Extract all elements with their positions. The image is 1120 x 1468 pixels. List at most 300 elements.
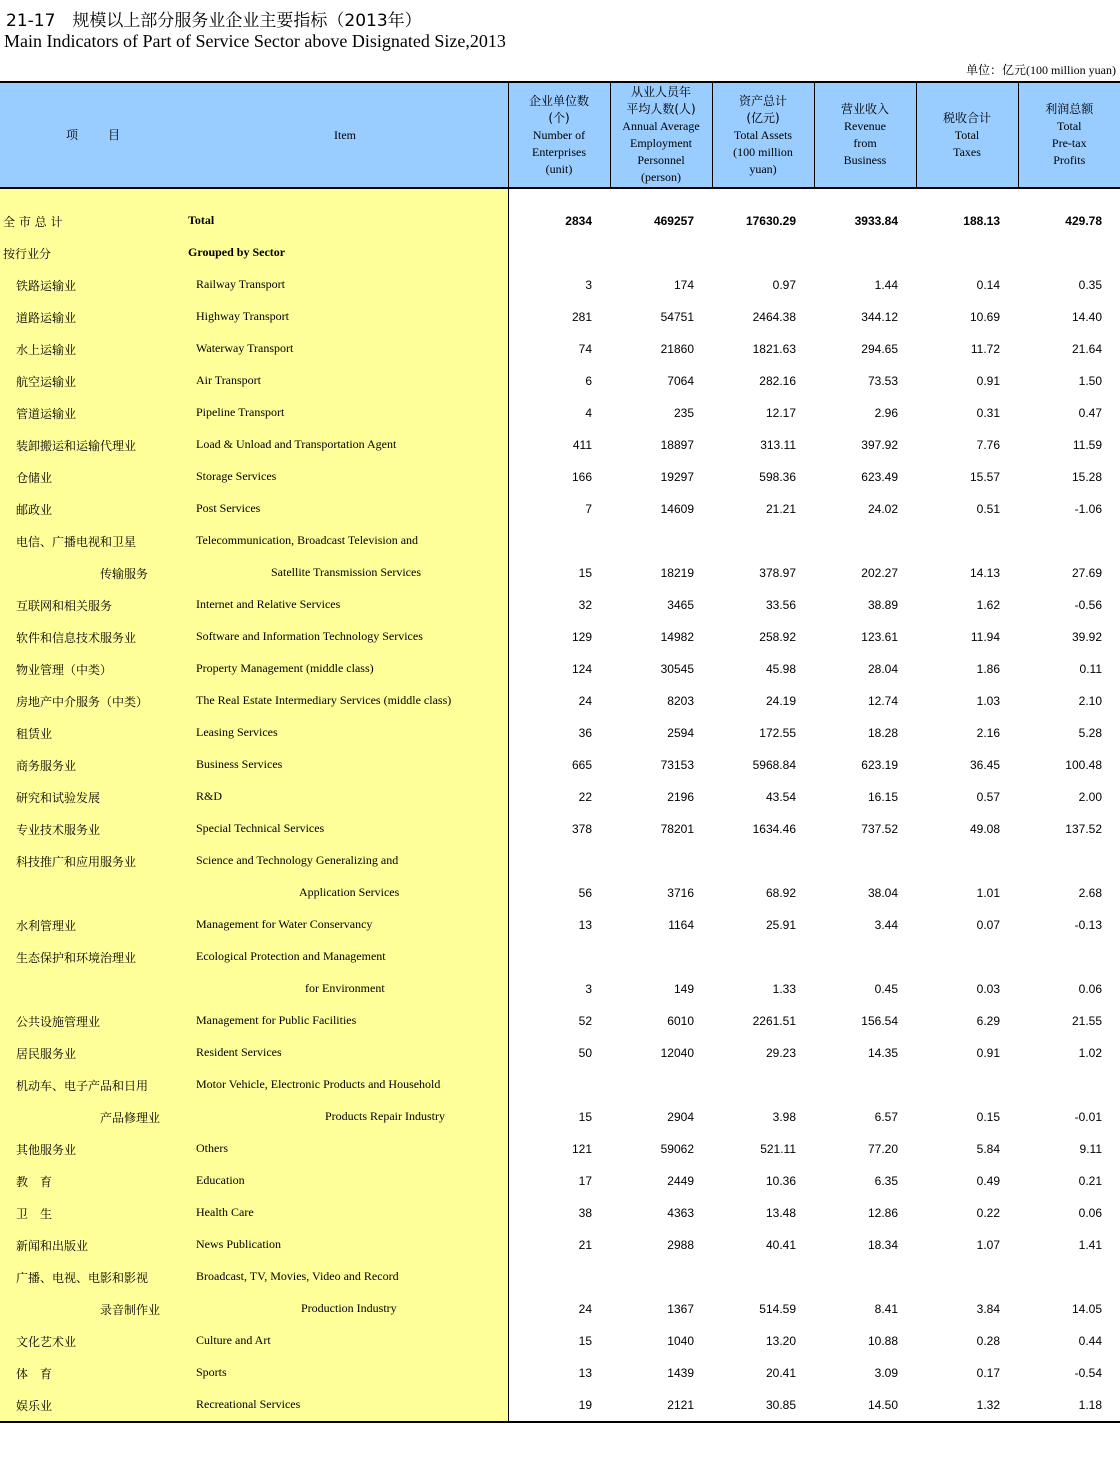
row-item-cell (0, 493, 508, 525)
row-label-en: Air Transport (196, 373, 262, 387)
column-header-en: Total Assets (733, 127, 793, 142)
cell-employment: 149 (673, 982, 694, 996)
cell-revenue: 18.34 (867, 1238, 898, 1252)
row-label-en: News Publication (196, 1237, 281, 1251)
row-label-zh: 文化艺术业 (16, 1335, 77, 1349)
cell-total-assets: 521.11 (760, 1142, 796, 1156)
group-heading-row (0, 237, 1120, 269)
cell-total-assets: 5968.84 (752, 758, 796, 772)
row-label-en: Highway Transport (196, 309, 290, 323)
row-label-en: Total (188, 213, 215, 227)
cell-employment (610, 237, 712, 269)
cell-enterprises: 24 (578, 1302, 592, 1316)
cell-total-taxes: 0.91 (976, 1046, 1000, 1060)
cell-revenue (814, 845, 916, 877)
cell-total-assets: 45.98 (765, 662, 796, 676)
cell-enterprises: 2834 (565, 214, 592, 228)
row-item-cell (0, 877, 508, 909)
cell-total-taxes: 0.07 (976, 918, 1000, 932)
row-label-en: Culture and Art (196, 1333, 271, 1347)
row-label-en: Production Industry (301, 1301, 397, 1315)
row-label-en: Property Management (middle class) (196, 661, 374, 675)
cell-pre-tax-profits (1018, 845, 1120, 877)
table-row (0, 781, 1120, 813)
column-header-en: Total (1057, 119, 1082, 133)
row-label-en: Leasing Services (196, 725, 278, 739)
row-item-cell (0, 845, 508, 877)
cell-total-assets: 25.91 (765, 918, 796, 932)
row-label-zh: 物业管理（中类） (16, 663, 113, 677)
row-label-en: Satellite Transmission Services (271, 565, 421, 579)
cell-total-assets: 2464.38 (752, 310, 796, 324)
table-row (0, 525, 1120, 557)
column-header-en: Employment (630, 136, 692, 150)
table-row (0, 1069, 1120, 1101)
row-item-cell (0, 333, 508, 365)
row-label-zh: 铁路运输业 (16, 279, 77, 293)
cell-pre-tax-profits: 1.18 (1018, 1389, 1120, 1422)
cell-total-taxes (916, 237, 1018, 269)
cell-revenue: 737.52 (861, 822, 898, 836)
cell-total-assets (712, 525, 814, 557)
cell-enterprises: 7 (585, 502, 592, 516)
cell-pre-tax-profits: -1.06 (1074, 502, 1102, 516)
cell-enterprises (508, 237, 610, 269)
cell-enterprises: 15 (578, 566, 592, 580)
row-label-zh: 按行业分 (3, 247, 52, 261)
cell-pre-tax-profits (1018, 941, 1120, 973)
cell-revenue (814, 525, 916, 557)
row-item-cell (0, 397, 508, 429)
row-item-cell (0, 1261, 508, 1293)
table-row (0, 845, 1120, 877)
cell-enterprises: 24 (578, 694, 592, 708)
table-row (0, 557, 1120, 589)
row-label-en: Railway Transport (196, 277, 286, 291)
row-label-zh: 体 育 (16, 1367, 53, 1381)
row-label-en: Broadcast, TV, Movies, Video and Record (196, 1269, 399, 1283)
cell-total-taxes: 49.08 (969, 822, 1000, 836)
cell-total-assets: 598.36 (759, 470, 796, 484)
cell-total-taxes: 36.45 (969, 758, 1000, 772)
cell-total-taxes: 0.57 (976, 790, 1000, 804)
row-label-zh: 管道运输业 (16, 407, 77, 421)
cell-total-assets (712, 237, 814, 269)
row-item-cell (0, 813, 508, 845)
cell-enterprises: 56 (578, 886, 592, 900)
row-item-cell (0, 429, 508, 461)
cell-employment (610, 1261, 712, 1293)
row-label-en: Health Care (196, 1205, 254, 1219)
row-label-en: The Real Estate Intermediary Services (middle class) (196, 693, 452, 707)
indicators-table-container (0, 81, 1120, 1423)
cell-total-taxes: 3.84 (976, 1302, 1000, 1316)
cell-total-assets: 12.17 (765, 406, 796, 420)
unit-label-en: (100 million yuan) (1026, 63, 1116, 77)
cell-enterprises (508, 845, 610, 877)
table-row (0, 813, 1120, 845)
row-label-en: Pipeline Transport (196, 405, 285, 419)
cell-total-taxes: 15.57 (969, 470, 1000, 484)
row-label-en: Post Services (196, 501, 261, 515)
cell-total-taxes: 0.49 (976, 1174, 1000, 1188)
row-label-en: Sports (196, 1365, 227, 1379)
row-label-zh: 邮政业 (16, 503, 53, 517)
cell-pre-tax-profits (1018, 525, 1120, 557)
cell-total-taxes (916, 845, 1018, 877)
table-row (0, 941, 1120, 973)
table-row (0, 1293, 1120, 1325)
cell-employment: 19297 (660, 470, 694, 484)
cell-enterprises: 121 (571, 1142, 592, 1156)
cell-total-assets: 2261.51 (752, 1014, 796, 1028)
cell-pre-tax-profits: 0.47 (1078, 406, 1102, 420)
cell-total-taxes (916, 1069, 1018, 1101)
row-label-zh: 其他服务业 (16, 1143, 77, 1157)
cell-employment: 2988 (667, 1238, 694, 1252)
row-label-zh: 仓储业 (16, 471, 53, 485)
table-body (0, 188, 1120, 1422)
row-item-cell (0, 301, 508, 333)
cell-employment: 18897 (660, 438, 694, 452)
table-header (0, 82, 1120, 188)
cell-pre-tax-profits: 11.59 (1072, 438, 1102, 452)
cell-revenue: 24.02 (867, 502, 898, 516)
cell-total-assets: 29.23 (765, 1046, 796, 1060)
cell-revenue: 623.49 (861, 470, 898, 484)
row-label-zh: 卫 生 (16, 1207, 53, 1221)
table-row (0, 1037, 1120, 1069)
column-header-en: from (853, 136, 877, 150)
cell-total-assets (712, 1261, 814, 1293)
page-title-en: Main Indicators of Part of Service Sector above Disignated Size,2013 (4, 31, 506, 51)
cell-total-taxes: 5.84 (976, 1142, 1000, 1156)
column-header-zh: 平均人数(人) (626, 102, 696, 116)
row-label-en: Education (196, 1173, 245, 1187)
cell-enterprises: 124 (571, 662, 592, 676)
cell-total-assets: 258.92 (759, 630, 796, 644)
cell-employment: 1040 (667, 1334, 694, 1348)
cell-enterprises: 4 (585, 406, 592, 420)
cell-enterprises: 411 (572, 438, 592, 452)
column-header-total-taxes (916, 82, 1018, 188)
table-row (0, 397, 1120, 429)
cell-employment: 174 (673, 278, 694, 292)
cell-total-assets: 514.59 (759, 1302, 796, 1316)
cell-total-taxes: 1.07 (976, 1238, 1000, 1252)
column-header-item-zh: 项 目 (66, 128, 123, 142)
row-label-zh: 生态保护和环境治理业 (16, 951, 137, 965)
row-item-cell (0, 205, 508, 237)
cell-enterprises: 13 (578, 1366, 592, 1380)
table-row (0, 1101, 1120, 1133)
cell-employment: 6010 (667, 1014, 694, 1028)
cell-total-assets: 1821.63 (752, 342, 796, 356)
row-item-cell (0, 1229, 508, 1261)
column-header-total-assets (712, 82, 814, 188)
row-item-cell (0, 589, 508, 621)
cell-total-taxes: 0.17 (976, 1366, 1000, 1380)
cell-revenue: 14.35 (867, 1046, 898, 1060)
cell-revenue (814, 941, 916, 973)
table-row (0, 1357, 1120, 1389)
row-item-cell (0, 717, 508, 749)
cell-revenue: 202.27 (861, 566, 898, 580)
table-row (0, 1389, 1120, 1422)
cell-revenue (814, 237, 916, 269)
table-row (0, 973, 1120, 1005)
cell-pre-tax-profits: -0.13 (1074, 918, 1102, 932)
row-label-zh: 全 市 总 计 (3, 215, 63, 229)
row-item-cell (0, 1037, 508, 1069)
table-row (0, 1005, 1120, 1037)
table-row (0, 1133, 1120, 1165)
cell-total-assets: 1.33 (772, 982, 796, 996)
cell-total-taxes: 2.16 (976, 726, 1000, 740)
unit-label (966, 61, 1116, 78)
cell-enterprises: 129 (571, 630, 592, 644)
row-label-zh: 商务服务业 (16, 759, 77, 773)
column-header-en: Number of (532, 127, 586, 142)
column-header-zh: 从业人员年 (630, 85, 691, 99)
cell-total-assets (712, 845, 814, 877)
table-row (0, 685, 1120, 717)
row-label-en: Management for Water Conservancy (196, 917, 373, 931)
cell-pre-tax-profits: 0.35 (1078, 278, 1102, 292)
row-item-cell (0, 557, 508, 589)
column-header-en: (unit) (545, 161, 573, 176)
column-header-en: Pre-tax (1051, 136, 1087, 150)
cell-total-taxes: 0.28 (976, 1334, 1000, 1348)
row-label-zh: 租赁业 (16, 727, 53, 741)
cell-employment (610, 1069, 712, 1101)
row-label-zh: 教 育 (16, 1175, 53, 1189)
row-label-zh: 道路运输业 (16, 311, 77, 325)
cell-enterprises (508, 941, 610, 973)
cell-total-assets: 378.97 (759, 566, 796, 580)
row-label-en: Application Services (299, 885, 400, 899)
row-label-zh: 机动车、电子产品和日用 (16, 1079, 149, 1093)
cell-enterprises: 19 (508, 1389, 610, 1422)
cell-pre-tax-profits: 1.41 (1078, 1238, 1102, 1252)
cell-total-assets: 1634.46 (752, 822, 796, 836)
row-item-cell (0, 1133, 508, 1165)
cell-total-taxes: 0.31 (976, 406, 1000, 420)
row-item-cell (0, 1197, 508, 1229)
cell-employment (610, 845, 712, 877)
cell-employment: 78201 (660, 822, 694, 836)
cell-total-taxes: 10.69 (969, 310, 1000, 324)
cell-revenue: 397.92 (861, 438, 898, 452)
cell-total-taxes: 7.76 (976, 438, 1000, 452)
table-row (0, 877, 1120, 909)
cell-total-assets: 24.19 (765, 694, 796, 708)
row-label-en: Recreational Services (196, 1397, 301, 1411)
cell-pre-tax-profits: 1.02 (1078, 1046, 1102, 1060)
cell-total-taxes: 11.94 (970, 630, 1000, 644)
column-header-item-en: Item (334, 128, 356, 142)
table-row (0, 493, 1120, 525)
table-row (0, 1229, 1120, 1261)
row-item-cell (0, 525, 508, 557)
cell-employment: 21860 (660, 342, 694, 356)
column-header-zh: 资产总计 (738, 93, 787, 108)
row-label-en: Management for Public Facilities (196, 1013, 357, 1027)
cell-enterprises: 52 (578, 1014, 592, 1028)
cell-total-assets: 0.97 (772, 278, 796, 292)
cell-employment: 2121 (610, 1389, 712, 1422)
row-label-zh: 广播、电视、电影和影视 (16, 1271, 149, 1285)
cell-enterprises: 13 (578, 918, 592, 932)
cell-total-taxes: 0.51 (976, 502, 1000, 516)
cell-total-taxes (916, 525, 1018, 557)
column-header-en: yuan) (749, 161, 777, 176)
row-label-zh: 互联网和相关服务 (16, 599, 113, 613)
row-label-en: Telecommunication, Broadcast Television and (196, 533, 419, 547)
cell-total-taxes: 14.13 (969, 566, 1000, 580)
row-label-en: Special Technical Services (196, 821, 325, 835)
row-item-cell (0, 1101, 508, 1133)
table-row (0, 909, 1120, 941)
cell-pre-tax-profits: 2.68 (1078, 886, 1102, 900)
cell-total-taxes (916, 1261, 1018, 1293)
cell-pre-tax-profits: 0.21 (1078, 1174, 1102, 1188)
column-header-zh: 利润总额 (1045, 102, 1094, 116)
cell-pre-tax-profits: 0.06 (1078, 982, 1102, 996)
cell-pre-tax-profits: 15.28 (1071, 470, 1102, 484)
row-label-en: Resident Services (196, 1045, 282, 1059)
cell-total-assets: 21.21 (765, 502, 796, 516)
spacer-row (0, 188, 1120, 205)
cell-enterprises: 17 (578, 1174, 592, 1188)
column-header-pre-tax-profits (1018, 82, 1120, 188)
total-row (0, 205, 1120, 237)
cell-total-assets: 3.98 (772, 1110, 796, 1124)
cell-total-assets: 13.48 (765, 1206, 796, 1220)
cell-pre-tax-profits: 14.40 (1071, 310, 1102, 324)
row-label-zh: 电信、广播电视和卫星 (16, 535, 137, 549)
table-row (0, 461, 1120, 493)
cell-total-assets: 33.56 (765, 598, 796, 612)
table-row (0, 333, 1120, 365)
column-header-en: (100 million (733, 144, 793, 159)
row-item-cell (0, 973, 508, 1005)
cell-pre-tax-profits: -0.01 (1074, 1110, 1102, 1124)
cell-revenue: 0.45 (874, 982, 898, 996)
row-label-en: Products Repair Industry (325, 1109, 445, 1123)
row-label-zh: 娱乐业 (16, 1399, 53, 1413)
column-header-zh: (亿元) (746, 110, 780, 125)
cell-revenue: 12.74 (867, 694, 898, 708)
row-label-zh: 居民服务业 (16, 1047, 77, 1061)
cell-employment: 469257 (653, 214, 694, 228)
cell-revenue: 3.44 (874, 918, 898, 932)
cell-employment (610, 525, 712, 557)
cell-revenue: 28.04 (867, 662, 898, 676)
column-header-en: (person) (641, 170, 681, 184)
cell-revenue: 73.53 (867, 374, 898, 388)
row-label-en: Software and Information Technology Services (196, 629, 423, 643)
cell-enterprises: 32 (578, 598, 592, 612)
row-label-en: Others (196, 1141, 228, 1155)
cell-revenue: 294.65 (861, 342, 898, 356)
cell-pre-tax-profits (1018, 1069, 1120, 1101)
cell-total-taxes: 0.15 (976, 1110, 1000, 1124)
cell-revenue (814, 1261, 916, 1293)
cell-revenue: 12.86 (867, 1206, 898, 1220)
column-header-en: Annual Average (622, 119, 700, 133)
cell-total-taxes: 188.13 (963, 214, 1000, 228)
row-label-zh: 水利管理业 (16, 919, 77, 933)
cell-total-assets: 10.36 (765, 1174, 796, 1188)
cell-total-assets: 40.41 (765, 1238, 796, 1252)
cell-total-taxes: 0.22 (976, 1206, 1000, 1220)
row-label-en: Grouped by Sector (188, 245, 286, 259)
cell-employment: 3716 (667, 886, 694, 900)
cell-employment: 8203 (667, 694, 694, 708)
cell-revenue: 3933.84 (854, 214, 898, 228)
cell-employment: 12040 (660, 1046, 694, 1060)
cell-pre-tax-profits (1018, 237, 1120, 269)
row-label-zh: 装卸搬运和运输代理业 (16, 439, 137, 453)
cell-enterprises: 3 (585, 278, 592, 292)
row-item-cell (0, 685, 508, 717)
column-header-en: Business (843, 153, 887, 167)
row-label-en: Load & Unload and Transportation Agent (196, 437, 397, 451)
cell-employment: 2449 (667, 1174, 694, 1188)
cell-total-assets: 13.20 (765, 1334, 796, 1348)
cell-employment: 18219 (660, 566, 694, 580)
cell-revenue: 8.41 (874, 1302, 898, 1316)
cell-pre-tax-profits: 2.00 (1078, 790, 1102, 804)
cell-enterprises: 3 (585, 982, 592, 996)
cell-total-taxes: 1.01 (976, 886, 1000, 900)
cell-revenue: 77.20 (867, 1142, 898, 1156)
row-label-zh: 研究和试验发展 (16, 791, 101, 805)
row-item-cell (0, 1325, 508, 1357)
cell-employment: 1439 (667, 1366, 694, 1380)
page-title-zh: 21-17 规模以上部分服务业企业主要指标（2013年） (6, 11, 422, 31)
cell-employment: 4363 (667, 1206, 694, 1220)
row-label-zh: 产品修理业 (100, 1111, 161, 1125)
table-row (0, 1165, 1120, 1197)
cell-total-assets (712, 1069, 814, 1101)
row-item-cell (0, 621, 508, 653)
cell-employment: 2904 (667, 1110, 694, 1124)
row-label-zh: 公共设施管理业 (16, 1015, 101, 1029)
unit-label-zh: 单位：亿元 (965, 63, 1026, 77)
cell-revenue: 38.89 (867, 598, 898, 612)
cell-employment: 73153 (660, 758, 694, 772)
column-header-zh: (个) (548, 110, 570, 125)
table-row (0, 429, 1120, 461)
cell-pre-tax-profits: -0.56 (1074, 598, 1102, 612)
cell-enterprises: 166 (571, 470, 592, 484)
row-label-zh: 科技推广和应用服务业 (16, 855, 137, 869)
cell-total-taxes (916, 941, 1018, 973)
row-label-zh: 房地产中介服务（中类） (16, 695, 149, 709)
cell-revenue: 10.88 (867, 1334, 898, 1348)
cell-employment: 59062 (660, 1142, 694, 1156)
row-item-cell (0, 653, 508, 685)
cell-pre-tax-profits: 9.11 (1079, 1142, 1102, 1156)
cell-revenue: 6.57 (874, 1110, 898, 1124)
cell-pre-tax-profits: 14.05 (1071, 1302, 1102, 1316)
row-label-zh: 录音制作业 (100, 1303, 161, 1317)
row-label-zh: 传输服务 (100, 567, 149, 581)
cell-enterprises: 378 (571, 822, 592, 836)
cell-total-taxes: 1.32 (916, 1389, 1018, 1422)
